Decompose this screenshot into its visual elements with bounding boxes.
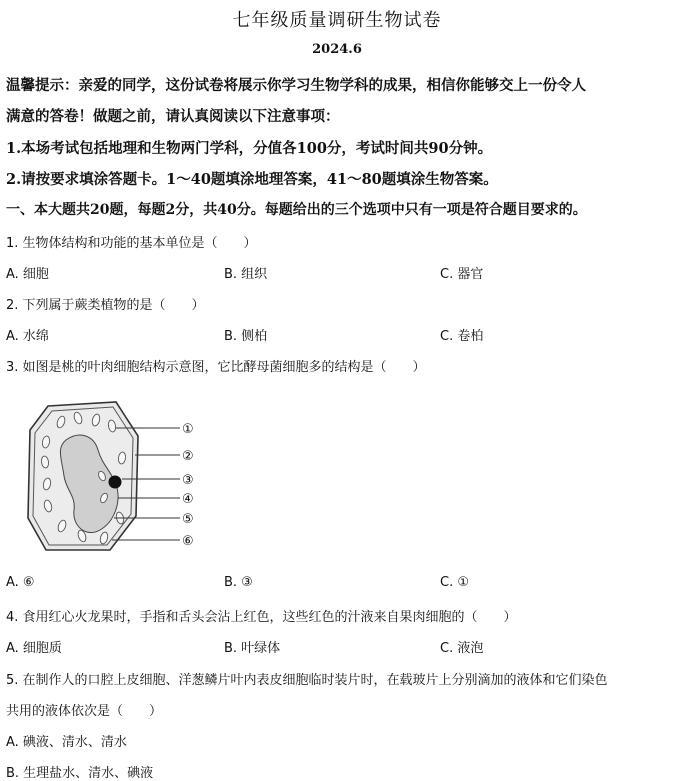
q1-option-b[interactable]: B. 组织 (224, 267, 268, 282)
notice-rule-1: 1.本场考试包括地理和生物两门学科，分值各100分，考试时间共90分钟。 (6, 140, 493, 157)
q2-option-b[interactable]: B. 侧柏 (224, 329, 268, 344)
figure-label-1: ① (182, 422, 194, 437)
q2-option-c[interactable]: C. 卷柏 (440, 329, 484, 344)
q5-option-b[interactable]: B. 生理盐水、清水、碘液 (6, 766, 154, 781)
q4-option-a[interactable]: A. 细胞质 (6, 641, 62, 656)
figure-label-5: ⑤ (182, 512, 194, 527)
notice-rule-2: 2.请按要求填涂答题卡。1～40题填涂地理答案，41～80题填涂生物答案。 (6, 171, 498, 188)
question-5-line-1: 5. 在制作人的口腔上皮细胞、洋葱鳞片叶内表皮细胞临时装片时，在载玻片上分别滴加的液体和它们染色 (6, 673, 608, 688)
figure-label-4: ④ (182, 492, 194, 507)
figure-label-3: ③ (182, 473, 194, 488)
notice-line-1: 温馨提示：亲爱的同学，这份试卷将展示你学习生物学科的成果，相信你能够交上一份令人 (6, 77, 586, 94)
q4-option-c[interactable]: C. 液泡 (440, 641, 484, 656)
paper-title: 七年级质量调研生物试卷 (232, 10, 442, 31)
figure-label-6: ⑥ (182, 534, 194, 549)
q4-option-b[interactable]: B. 叶绿体 (224, 641, 281, 656)
q3-option-a[interactable]: A. ⑥ (6, 575, 35, 590)
leaf-mesophyll-cell-diagram (18, 398, 208, 558)
figure-label-2: ② (182, 449, 194, 464)
q3-option-b[interactable]: B. ③ (224, 575, 253, 590)
question-2: 2. 下列属于蕨类植物的是（ ） (6, 298, 205, 313)
q3-option-c[interactable]: C. ① (440, 575, 469, 590)
q1-option-a[interactable]: A. 细胞 (6, 267, 49, 282)
question-4: 4. 食用红心火龙果时，手指和舌头会沾上红色，这些红色的汁液来自果肉细胞的（ ） (6, 610, 517, 625)
q1-option-c[interactable]: C. 器官 (440, 267, 484, 282)
question-3: 3. 如图是桃的叶肉细胞结构示意图，它比酵母菌细胞多的结构是（ ） (6, 360, 426, 375)
nucleus (109, 476, 122, 489)
notice-line-2: 满意的答卷！做题之前，请认真阅读以下注意事项： (6, 108, 340, 125)
question-1: 1. 生物体结构和功能的基本单位是（ ） (6, 236, 257, 251)
q5-option-a[interactable]: A. 碘液、清水、清水 (6, 735, 127, 750)
paper-date: 2024.6 (312, 42, 362, 57)
q2-option-a[interactable]: A. 水绵 (6, 329, 49, 344)
section-heading: 一、本大题共20题，每题2分，共40分。每题给出的三个选项中只有一项是符合题目要求的。 (6, 202, 587, 218)
question-5-line-2: 共用的液体依次是（ ） (6, 704, 163, 719)
